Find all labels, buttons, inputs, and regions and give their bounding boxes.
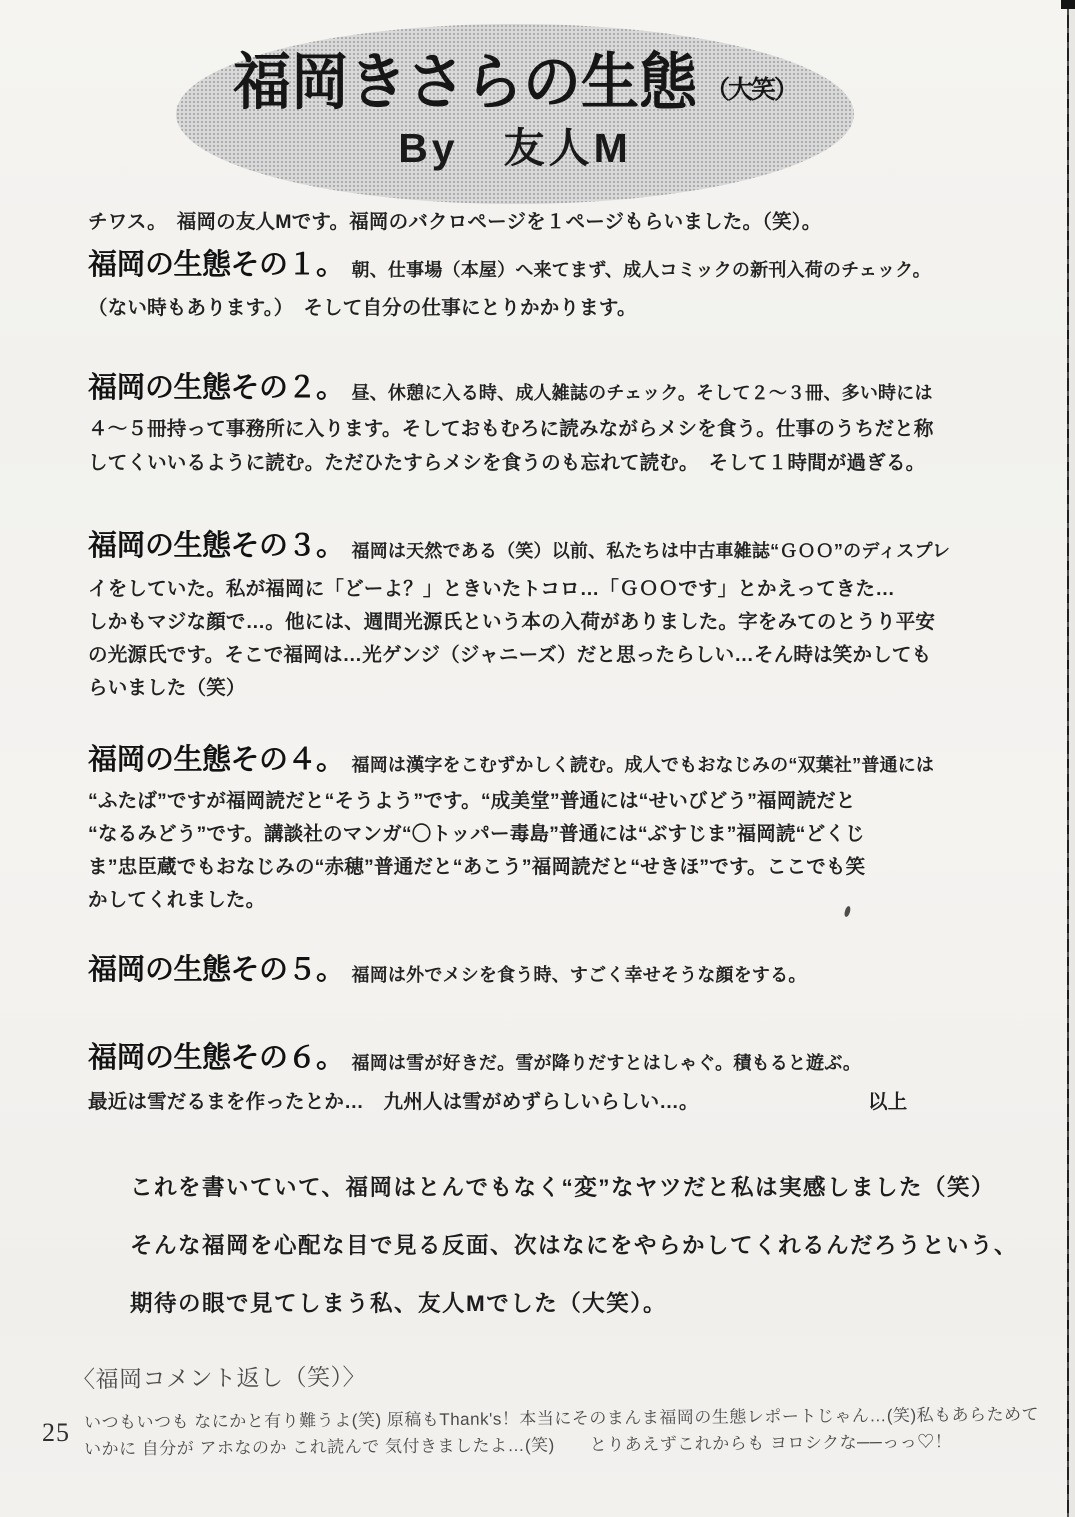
- handwritten-header: 〈福岡コメント返し（笑）〉: [71, 1363, 367, 1393]
- section-6-line-1: 福岡は雪が好きだ。雪が降りだすとはしゃぐ。積もると遊ぶ。: [351, 1053, 862, 1073]
- section-6-line-2: 最近は雪だるまを作ったとか… 九州人は雪がめずらしいらしい…。: [88, 1091, 699, 1113]
- section-4-line-5: かしてくれました。: [88, 889, 266, 911]
- title-row: [232, 48, 798, 117]
- section-4-line-1: 福岡は漢字をこむずかしく読む。成人でもおなじみの“双葉社”普通には: [351, 755, 935, 775]
- section-2-line-2: ４〜５冊持って事務所に入ります。そしておもむろに読みながらメシを食う。仕事のうちだと称: [88, 418, 934, 440]
- title-banner: [176, 24, 854, 204]
- section-1-heading-line: [88, 250, 931, 282]
- section-3-line-1: 福岡は天然である（笑）以前、私たちは中古車雑誌“ＧＯＯ”のディスプレ: [351, 541, 951, 561]
- section-1-line-1: 朝、仕事場（本屋）へ来てまず、成人コミックの新刊入荷のチェック。: [351, 260, 931, 280]
- handwritten-line-2: いかに 自分が アホなのか これ読んで 気付きましたよ…(笑) とりあえずこれからも ヨロシクな──っっ♡！: [83, 1432, 953, 1459]
- section-6-end-mark: 以上: [868, 1091, 908, 1113]
- section-3-heading-line: [88, 531, 950, 563]
- section-3-heading: 福岡の生態その３。: [88, 530, 345, 562]
- section-1-heading: 福岡の生態その１。: [88, 249, 345, 281]
- section-5-line-1: 福岡は外でメシを食う時、すごく幸せそうな顔をする。: [351, 965, 807, 985]
- section-2-line-1: 昼、休憩に入る時、成人雑誌のチェック。そして２〜３冊、多い時には: [351, 383, 933, 403]
- scan-edge-notch: [1061, 0, 1075, 9]
- section-4-line-2: “ふたば”ですが福岡読だと“そうよう”です。“成美堂”普通には“せいびどう”福岡読だと: [88, 790, 856, 812]
- handwritten-line-1: いつもいつも なにかと有り難うよ(笑) 原稿もThank's！本当にそのまんま福岡の生態レポートじゃん…(笑)私もあらためて: [83, 1404, 1040, 1433]
- section-4-line-4: ま”忠臣蔵でもおなじみの“赤穂”普通だと“あこう”福岡読だと“せきほ”です。ここでも笑: [88, 856, 866, 878]
- page-number: 25: [42, 1418, 70, 1447]
- section-4-line-3: “なるみどう”です。講談社のマンガ“〇トッパー毒島”普通には“ぶすじま”福岡読“どくじ: [88, 823, 865, 845]
- byline: By 友人M: [398, 125, 632, 171]
- section-6-heading-line: [88, 1043, 861, 1075]
- section-3-line-4: の光源氏です。そこで福岡は…光ゲンジ（ジャニーズ）だと思ったらしい…そん時は笑かしても: [88, 644, 932, 666]
- section-1-line-2: （ない時もあります。） そして自分の仕事にとりかかります。: [88, 297, 637, 319]
- section-3-line-3: しかもマジな顔で…。他には、週間光源氏という本の入荷がありました。字をみてのとうり平安: [88, 611, 936, 633]
- section-4-heading: 福岡の生態その４。: [88, 744, 345, 776]
- section-3-line-5: らいました（笑）: [88, 677, 246, 699]
- section-3-line-2: イをしていた。私が福岡に「どーよ？」ときいたトコロ…「ＧＯＯです」とかえってきた…: [88, 578, 895, 600]
- section-6-heading: 福岡の生態その６。: [88, 1042, 345, 1074]
- section-4-heading-line: [88, 745, 934, 777]
- scan-edge-strip: [1068, 0, 1075, 1517]
- section-2-heading: 福岡の生態その２。: [88, 372, 345, 404]
- closing-line-1: これを書いていて、福岡はとんでもなく“変”なヤツだと私は実感しました（笑）: [130, 1175, 996, 1200]
- intro-line: チワス。 福岡の友人Mです。福岡のバクロページを１ページもらいました。（笑）。: [88, 211, 822, 233]
- section-5-heading: 福岡の生態その５。: [88, 954, 345, 986]
- section-5-heading-line: [88, 955, 807, 987]
- closing-line-3: 期待の眼で見てしまう私、友人Mでした（大笑）。: [130, 1291, 667, 1316]
- section-2-heading-line: [88, 373, 933, 405]
- closing-line-2: そんな福岡を心配な目で見る反面、次はなにをやらかしてくれるんだろうという、: [130, 1233, 1019, 1258]
- title-aside-laugh: （大笑）: [705, 76, 798, 104]
- section-2-line-3: してくいいるように読む。ただひたすらメシを食うのも忘れて読む。 そして１時間が過ぎる。: [88, 452, 926, 474]
- scan-speck: [843, 905, 851, 917]
- page-title: 福岡きさらの生態: [232, 48, 697, 117]
- scan-edge-line: [1067, 0, 1069, 1517]
